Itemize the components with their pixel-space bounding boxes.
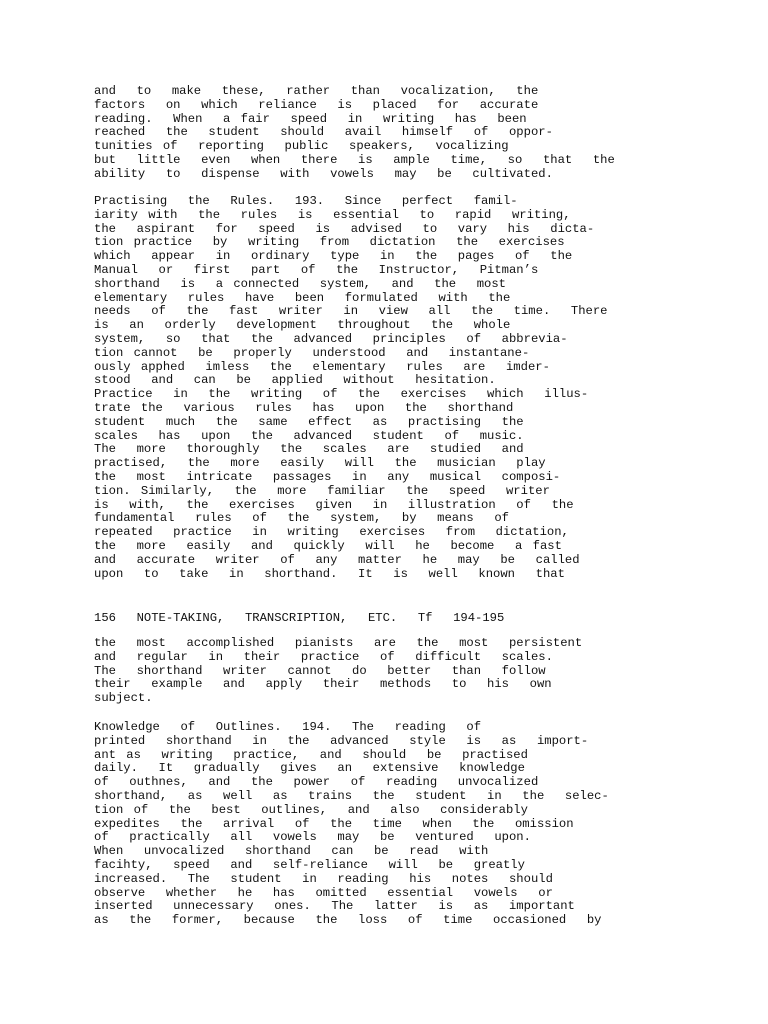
- text-line: and accurate writer of any matter he may be called: [94, 552, 580, 567]
- text-line: tion of the best outlines, and also considerably: [94, 802, 528, 817]
- text-line: the aspirant for speed is advised to vary his dicta-: [94, 221, 595, 236]
- text-line: the more easily and quickly will he become a fast: [94, 538, 562, 553]
- text-line: printed shorthand in the advanced style is as import-: [94, 733, 589, 748]
- text-line: as the former, because the loss of time occasioned by: [94, 913, 602, 928]
- text-line: The more thoroughly the scales are studied and: [94, 442, 524, 457]
- text-line: tion practice by writing from dictation the exercises: [94, 235, 565, 250]
- text-line: their example and apply their methods to his own: [94, 677, 552, 692]
- top-paragraph: [94, 85, 754, 182]
- text-line: expedites the arrival of the time when the omission: [94, 816, 574, 831]
- text-line: elementary rules have been formulated with the: [94, 290, 511, 305]
- text-line: is an orderly development throughout the whole: [94, 318, 511, 333]
- text-line: trate the various rules has upon the shorthand: [94, 400, 514, 415]
- text-line: but little even when there is ample time, so that the: [94, 152, 615, 167]
- text-line: needs of the fast writer in view all the time. There: [94, 304, 608, 319]
- text-line: of outhnes, and the power of reading unvocalized: [94, 775, 539, 790]
- text-line: reached the student should avail himself of oppor-: [94, 125, 553, 140]
- text-line: shorthand is a connected system, and the most: [94, 276, 506, 291]
- text-line: observe whether he has omitted essential vowels or: [94, 885, 553, 900]
- text-line: of practically all vowels may be ventured upon.: [94, 830, 531, 845]
- pianists-paragraph: [94, 637, 754, 706]
- text-line: practised, the more easily will the musician play: [94, 456, 546, 471]
- text-line: upon to take in shorthand. It is well known that: [94, 566, 565, 581]
- text-line: stood and can be applied without hesitation.: [94, 373, 496, 388]
- text-line: When unvocalized shorthand can be read with: [94, 844, 489, 859]
- text-line: subject.: [94, 691, 153, 706]
- text-line: system, so that the advanced principles of abbrevia-: [94, 331, 568, 346]
- text-line: shorthand, as well as trains the student in the selec-: [94, 788, 609, 803]
- text-line: scales has upon the advanced student of music.: [94, 428, 524, 443]
- text-line: ability to dispense with vowels may be cultivated.: [94, 166, 553, 181]
- text-line: facihty, speed and self-reliance will be greatly: [94, 857, 525, 872]
- text-line: the most accomplished pianists are the most persistent: [94, 636, 583, 650]
- text-line: ously apphed imless the elementary rules are imder-: [94, 359, 550, 374]
- text-line: repeated practice in writing exercises from dictation,: [94, 525, 569, 540]
- text-line: Practice in the writing of the exercises which illus-: [94, 387, 589, 402]
- text-line: the most intricate passages in any musical composi-: [94, 469, 561, 484]
- text-line: reading. When a fair speed in writing has been: [94, 111, 527, 126]
- running-head: 156 NOTE-TAKING, TRANSCRIPTION, ETC. Tf 194-195: [94, 611, 505, 625]
- knowledge-of-outlines-paragraph: [94, 721, 754, 928]
- text-line: fundamental rules of the system, by means of: [94, 511, 509, 526]
- text-line: inserted unnecessary ones. The latter is as important: [94, 899, 575, 914]
- text-line: daily. It gradually gives an extensive knowledge: [94, 761, 525, 776]
- text-line: The shorthand writer cannot do better than follow: [94, 663, 546, 678]
- text-line: is with, the exercises given in illustration of the: [94, 497, 574, 512]
- text-line: tion cannot be properly understood and instantane-: [94, 345, 530, 360]
- text-line: Knowledge of Outlines. 194. The reading of: [94, 720, 482, 734]
- text-line: and regular in their practice of difficult scales.: [94, 649, 553, 664]
- text-line: factors on which reliance is placed for accurate: [94, 97, 539, 112]
- text-line: tunities of reporting public speakers, vocalizing: [94, 139, 509, 154]
- text-line: and to make these, rather than vocalization, the: [94, 84, 539, 98]
- text-line: tion. Similarly, the more familiar the speed writer: [94, 483, 550, 498]
- text-line: increased. The student in reading his notes should: [94, 871, 553, 886]
- text-line: iarity with the rules is essential to rapid writing,: [94, 207, 571, 222]
- text-line: Manual or first part of the Instructor, Pitman’s: [94, 262, 539, 277]
- text-line: Practising the Rules. 193. Since perfect famil-: [94, 194, 518, 208]
- practising-the-rules-paragraph: [94, 195, 754, 581]
- text-line: ant as writing practice, and should be practised: [94, 747, 528, 762]
- text-line: which appear in ordinary type in the pages of the: [94, 249, 573, 264]
- text-line: student much the same effect as practising the: [94, 414, 524, 429]
